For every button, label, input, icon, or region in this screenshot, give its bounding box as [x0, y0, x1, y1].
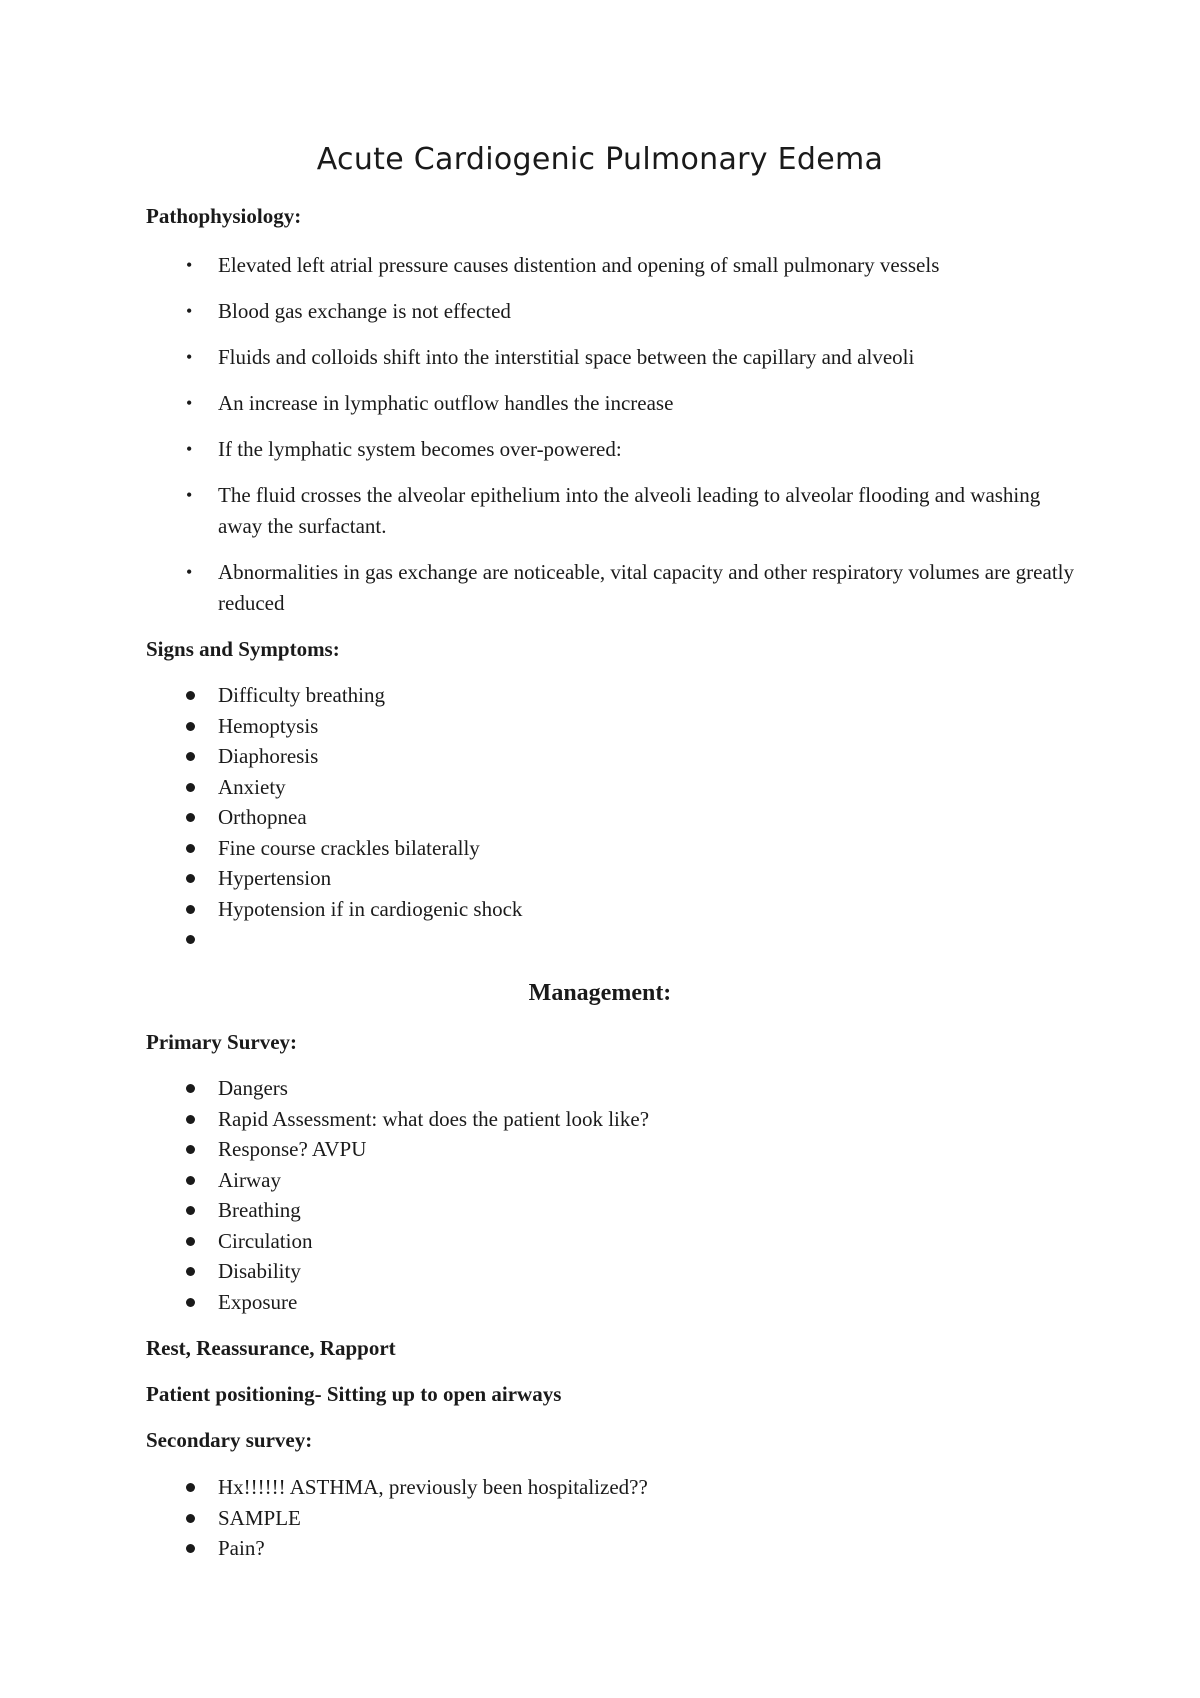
list-item-text: Difficulty breathing: [218, 683, 385, 707]
list-item-text: Anxiety: [218, 774, 286, 799]
list-item-text: Hx!!!!!! ASTHMA, previously been hospitalized??: [218, 1475, 648, 1499]
signs-list: [146, 680, 1086, 955]
bullet-icon: [186, 783, 195, 792]
bullet-icon: [186, 1084, 195, 1093]
list-item: [146, 250, 1086, 281]
list-item: [146, 1256, 1086, 1287]
bullet-icon: [186, 935, 195, 944]
list-item-text: Elevated left atrial pressure causes distention and opening of small pulmonary vessels: [218, 253, 940, 277]
list-item-text: Breathing: [218, 1198, 301, 1222]
signs-heading: Signs and Symptoms:: [146, 637, 340, 661]
bullet-icon: [186, 813, 195, 822]
bullet-icon: [186, 1514, 195, 1523]
list-item: [146, 296, 1086, 327]
bullet-icon: •: [186, 347, 193, 367]
management-heading: Management:: [528, 980, 672, 1006]
list-item-text: Diaphoresis: [218, 744, 319, 768]
list-item: [146, 680, 1086, 711]
list-item-text: Circulation: [218, 1228, 313, 1253]
bullet-icon: [186, 1206, 195, 1215]
list-item: [146, 802, 1086, 833]
bullet-icon: •: [186, 301, 193, 321]
rest-reassurance-line: Rest, Reassurance, Rapport: [146, 1336, 396, 1360]
list-item-text: An increase in lymphatic outflow handles the increase: [218, 391, 674, 415]
primary-survey-list: [146, 1073, 1086, 1317]
bullet-icon: [186, 905, 195, 914]
list-item-text: Fine course crackles bilaterally: [218, 835, 480, 860]
list-item: [146, 1134, 1086, 1165]
bullet-icon: [186, 1145, 195, 1154]
document-title: Acute Cardiogenic Pulmonary Edema: [316, 142, 884, 177]
positioning-line: Patient positioning- Sitting up to open airways: [146, 1382, 562, 1406]
bullet-icon: [186, 1544, 195, 1553]
list-item: [146, 1104, 1086, 1135]
list-item-text: If the lymphatic system becomes over-powered:: [218, 437, 622, 461]
list-item-text: Orthopnea: [218, 805, 307, 829]
list-item: [146, 741, 1086, 772]
secondary-survey-list: [146, 1472, 1086, 1564]
list-item: [146, 1195, 1086, 1226]
list-item-text: Hypertension: [218, 866, 332, 890]
bullet-icon: •: [186, 562, 193, 582]
list-item-text: Blood gas exchange is not effected: [218, 299, 511, 323]
bullet-icon: [186, 722, 195, 731]
list-item-text: The fluid crosses the alveolar epithelium into the alveoli leading to alveolar flooding and washing away the surfactant.: [218, 483, 1041, 538]
list-item-text: Response? AVPU: [218, 1137, 367, 1161]
list-item: [146, 1472, 1086, 1503]
list-item: [146, 434, 1086, 465]
list-item-text: Abnormalities in gas exchange are noticeable, vital capacity and other respiratory volumes are greatly reduced: [218, 560, 1074, 615]
list-item-text: Pain?: [218, 1536, 265, 1560]
list-item: [146, 711, 1086, 742]
bullet-icon: •: [186, 439, 193, 459]
bullet-icon: [186, 1483, 195, 1492]
bullet-icon: [186, 691, 195, 700]
bullet-icon: •: [186, 255, 193, 275]
bullet-icon: [186, 844, 195, 853]
list-item: [146, 1226, 1086, 1257]
secondary-survey-heading: Secondary survey:: [146, 1428, 313, 1452]
list-item-text: Airway: [218, 1167, 281, 1192]
list-item: [146, 1503, 1086, 1534]
bullet-icon: [186, 1176, 195, 1185]
list-item: [146, 557, 1086, 619]
primary-survey-heading: Primary Survey:: [146, 1030, 298, 1054]
bullet-icon: •: [186, 393, 193, 413]
list-item: [146, 1287, 1086, 1318]
list-item: [146, 1165, 1086, 1196]
list-item-text: Hemoptysis: [218, 713, 319, 738]
list-item-text: Exposure: [218, 1289, 298, 1314]
list-item: [146, 863, 1086, 894]
list-item-text: SAMPLE: [218, 1505, 301, 1530]
pathophysiology-list: [146, 250, 1086, 634]
list-item-text: Disability: [218, 1259, 301, 1283]
bullet-icon: [186, 1237, 195, 1246]
list-item: [146, 894, 1086, 925]
pathophysiology-heading: Pathophysiology:: [146, 204, 302, 228]
bullet-icon: •: [186, 485, 193, 505]
bullet-icon: [186, 1267, 195, 1276]
bullet-icon: [186, 752, 195, 761]
list-item: [146, 342, 1086, 373]
list-item: [146, 480, 1086, 542]
list-item-text: Fluids and colloids shift into the interstitial space between the capillary and alveoli: [218, 345, 915, 369]
bullet-icon: [186, 874, 195, 883]
list-item: [146, 924, 1086, 955]
list-item-text: Hypotension if in cardiogenic shock: [218, 896, 523, 921]
bullet-icon: [186, 1115, 195, 1124]
bullet-icon: [186, 1298, 195, 1307]
list-item: [146, 388, 1086, 419]
list-item-text: Rapid Assessment: what does the patient look like?: [218, 1106, 650, 1131]
list-item: [146, 833, 1086, 864]
list-item: [146, 1533, 1086, 1564]
list-item: [146, 1073, 1086, 1104]
list-item: [146, 772, 1086, 803]
list-item-text: Dangers: [218, 1076, 288, 1100]
